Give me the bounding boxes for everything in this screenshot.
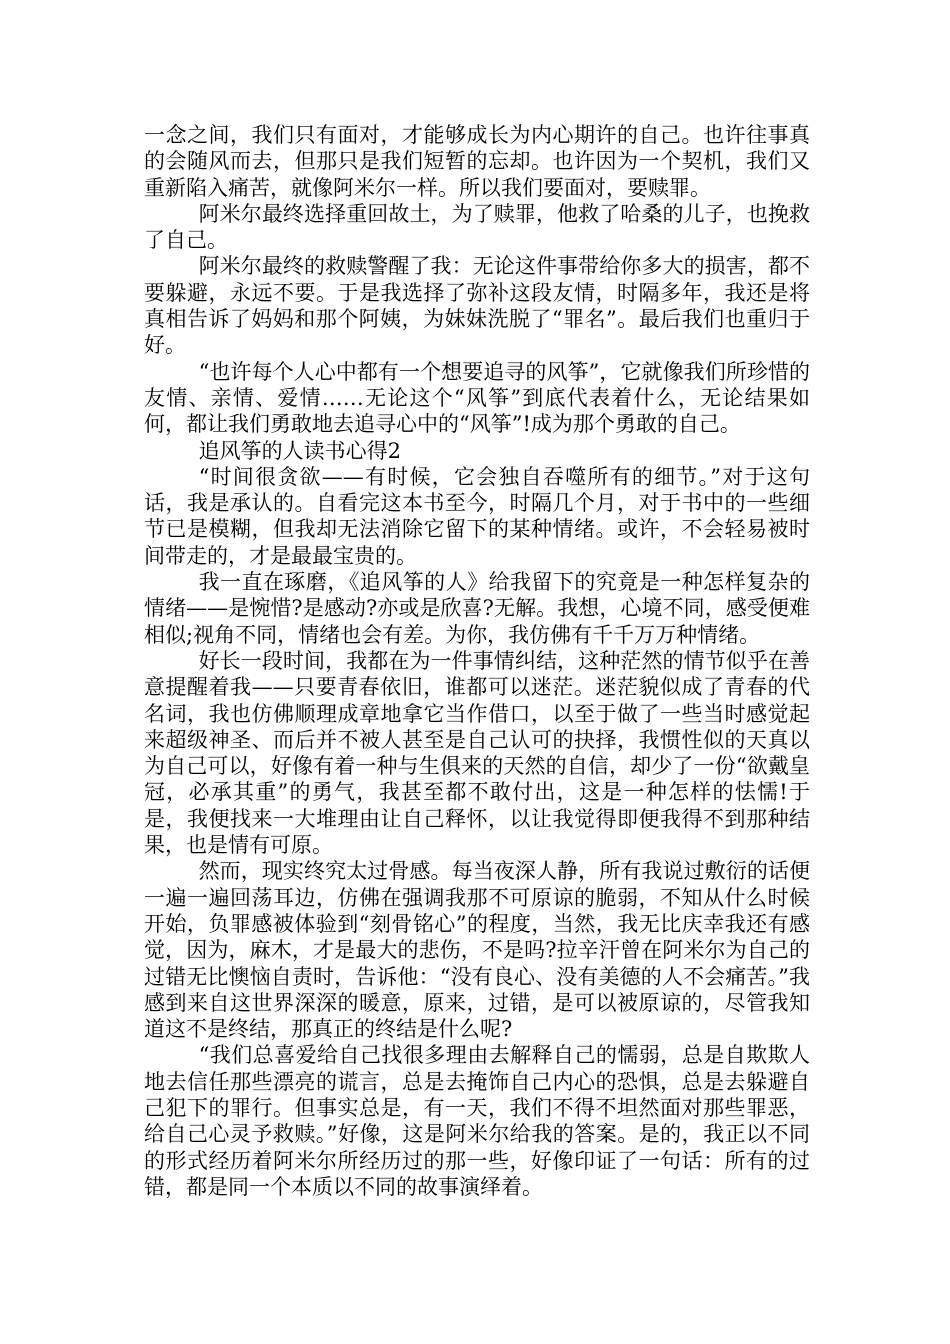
paragraph: 一念之间，我们只有面对，才能够成长为内心期许的自己。也许往事真的会随风而去，但那只是我们短暂的忘却。也许因为一个契机，我们又重新陷入痛苦，就像阿米尔一样。所以我们要面对，要赎罪。: [144, 123, 810, 200]
paragraph: “时间很贪欲——有时候，它会独自吞噬所有的细节。”对于这句话，我是承认的。自看完这本书至今，时隔几个月，对于书中的一些细节已是模糊，但我却无法消除它留下的某种情绪。或许，不会轻易被时间带走的，才是最最宝贵的。: [144, 464, 810, 568]
paragraph: 阿米尔最终选择重回故土，为了赎罪，他救了哈桑的儿子，也挽救了自己。: [144, 201, 810, 253]
paragraph: “也许每个人心中都有一个想要追寻的风筝”，它就像我们所珍惜的友情、亲情、爱情……无论这个“风筝”到底代表着什么，无论结果如何，都让我们勇敢地去追寻心中的“风筝”!成为那个勇敢的自己。: [144, 359, 810, 437]
paragraph: 好长一段时间，我都在为一件事情纠结，这种茫然的情节似乎在善意提醒着我——只要青春依旧，谁都可以迷茫。迷茫貌似成了青春的代名词，我也仿佛顺理成章地拿它当作借口，以至于做了一些当时感觉起来超级神圣、而后并不被人甚至是自己认可的抉择，我惯性似的天真以为自己可以，好像有着一种与生俱来的天然的自信，却少了一份“欲戴皇冠，必承其重”的勇气，我甚至都不敢付出，这是一种怎样的怯懦!于是，我便找来一大堆理由让自己释怀，以让我觉得即便我得不到那种结果，也是情有可原。: [144, 648, 810, 858]
paragraph: 然而，现实终究太过骨感。每当夜深人静，所有我说过敷衍的话便一遍一遍回荡耳边，仿佛在强调我那不可原谅的脆弱，不知从什么时候开始，负罪感被体验到“刻骨铭心”的程度，当然，我无比庆幸我还有感觉，因为，麻木，才是最大的悲伤，不是吗?拉辛汗曾在阿米尔为自己的过错无比懊恼自责时，告诉他：“没有良心、没有美德的人不会痛苦。”我感到来自这世界深深的暖意，原来，过错，是可以被原谅的，尽管我知道这不是终结，那真正的终结是什么呢?: [144, 859, 810, 1042]
paragraph: 我一直在琢磨，《追风筝的人》给我留下的究竟是一种怎样复杂的情绪——是惋惜?是感动?亦或是欣喜?无解。我想，心境不同，感受便难相似;视角不同，情绪也会有差。为你，我仿佛有千千万万种情绪。: [144, 570, 810, 647]
document-body: [144, 122, 810, 1200]
paragraph: 阿米尔最终的救赎警醒了我：无论这件事带给你多大的损害，都不要躲避，永远不要。于是我选择了弥补这段友情，时隔多年，我还是将真相告诉了妈妈和那个阿姨，为妹妹洗脱了“罪名”。最后我们也重归于好。: [144, 254, 810, 358]
paragraph: “我们总喜爱给自己找很多理由去解释自己的懦弱，总是自欺欺人地去信任那些漂亮的谎言，总是去掩饰自己内心的恐惧，总是去躲避自己犯下的罪行。但事实总是，有一天，我们不得不坦然面对那些罪恶，给自己心灵予救赎。”好像，这是阿米尔给我的答案。是的，我正以不同的形式经历着阿米尔所经历过的那一些，好像印证了一句话：所有的过错，都是同一个本质以不同的故事演绎着。: [144, 1043, 810, 1199]
section-heading: 追风筝的人读书心得2: [198, 438, 401, 463]
